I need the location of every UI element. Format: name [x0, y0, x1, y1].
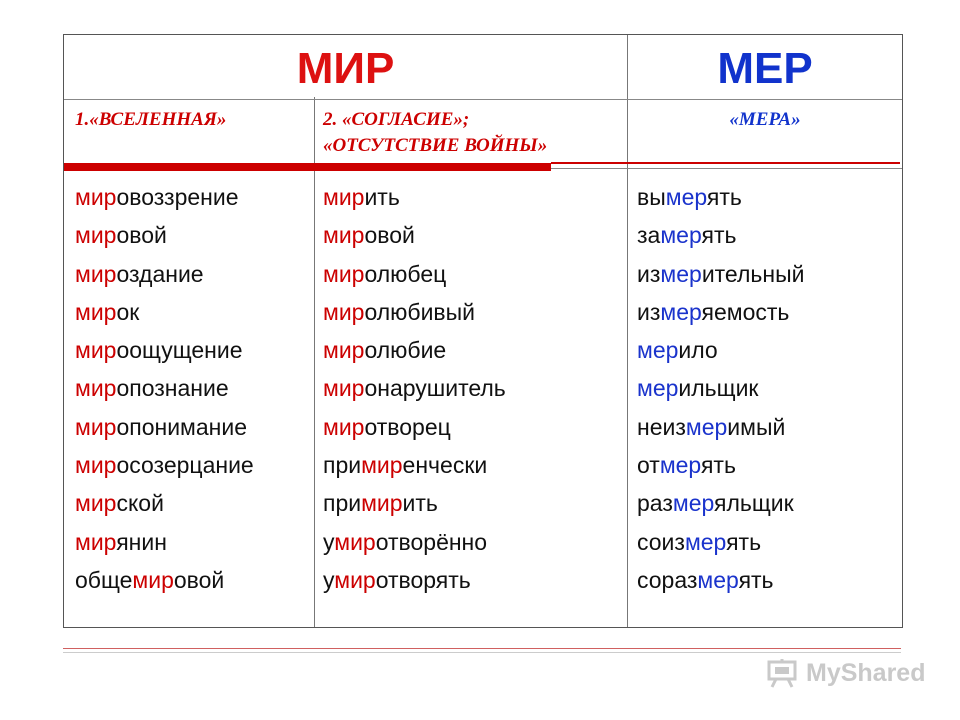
word-item	[637, 293, 804, 331]
word-suffix: имый	[727, 413, 786, 440]
word-suffix: ительный	[701, 260, 805, 287]
word-suffix: оощущение	[116, 337, 243, 364]
word-item	[637, 255, 804, 293]
word-root: мер	[637, 337, 679, 364]
word-item	[75, 216, 254, 254]
word-root: мир	[75, 413, 117, 440]
word-suffix: яемость	[701, 298, 790, 325]
word-root: мир	[75, 375, 117, 402]
word-suffix: отворённо	[375, 528, 488, 555]
word-item	[637, 523, 804, 561]
word-item	[75, 369, 254, 407]
word-list-measure	[637, 178, 804, 599]
word-root: мир	[75, 298, 117, 325]
subheader-measure: «МЕРА»	[729, 109, 801, 130]
word-root: мер	[637, 375, 679, 402]
word-suffix: ять	[738, 566, 774, 593]
word-item	[637, 178, 804, 216]
word-suffix: осозерцание	[116, 452, 254, 479]
word-prefix: при	[323, 490, 362, 517]
word-suffix: овой	[364, 222, 415, 249]
word-suffix: овой	[173, 566, 225, 593]
header-mer: МЕР	[717, 44, 813, 93]
word-prefix: за	[637, 222, 661, 249]
word-suffix: олюбец	[364, 260, 447, 287]
word-suffix: ять	[700, 452, 736, 479]
word-item	[637, 446, 804, 484]
footer-line-red	[63, 648, 901, 649]
word-root: мер	[665, 184, 707, 210]
word-prefix: обще	[75, 566, 133, 593]
word-root: мир	[75, 222, 117, 249]
word-item	[323, 561, 506, 599]
word-prefix: раз	[637, 490, 673, 517]
word-suffix: олюбивый	[364, 298, 476, 325]
word-root: мер	[660, 260, 702, 287]
word-suffix: ило	[678, 337, 718, 364]
word-prefix: из	[637, 298, 661, 325]
word-prefix: неиз	[637, 413, 686, 440]
word-root: мир	[323, 260, 365, 287]
word-root: мир	[334, 528, 376, 555]
word-suffix: оздание	[116, 260, 204, 287]
word-item	[75, 293, 254, 331]
word-prefix: соиз	[637, 528, 685, 555]
roots-table	[63, 34, 903, 628]
word-suffix: ить	[402, 490, 438, 517]
word-item	[323, 255, 506, 293]
word-suffix: ить	[364, 184, 400, 210]
word-item	[637, 216, 804, 254]
word-item	[637, 408, 804, 446]
word-prefix: сораз	[637, 566, 698, 593]
word-suffix: янин	[116, 528, 167, 555]
word-prefix: вы	[637, 184, 666, 210]
word-root: мир	[75, 452, 117, 479]
word-suffix: ять	[726, 528, 762, 555]
word-item	[323, 216, 506, 254]
word-item	[75, 178, 254, 216]
presentation-board-icon	[766, 658, 800, 688]
word-item	[75, 331, 254, 369]
word-item	[75, 484, 254, 522]
word-root: мир	[323, 375, 365, 402]
word-suffix: ской	[116, 490, 164, 517]
word-suffix: яльщик	[714, 490, 794, 517]
word-root: мир	[132, 566, 174, 593]
word-suffix: енчески	[402, 452, 488, 479]
word-root: мир	[75, 337, 117, 364]
word-suffix: овой	[116, 222, 167, 249]
word-suffix: онарушитель	[364, 375, 506, 402]
word-suffix: олюбие	[364, 337, 447, 364]
word-suffix: опознание	[116, 375, 229, 402]
word-root: мир	[334, 566, 376, 593]
word-prefix: при	[323, 452, 362, 479]
subheader-peace	[323, 107, 547, 159]
word-item	[323, 484, 506, 522]
word-prefix: из	[637, 260, 661, 287]
word-suffix: ять	[701, 222, 737, 249]
word-item	[323, 331, 506, 369]
word-prefix: у	[323, 566, 335, 593]
accent-bar-thick	[64, 163, 551, 171]
word-root: мир	[323, 222, 365, 249]
word-suffix: овоззрение	[116, 184, 239, 210]
word-root: мер	[697, 566, 739, 593]
word-root: мир	[323, 413, 365, 440]
subheader-universe: 1.«ВСЕЛЕННАЯ»	[75, 109, 227, 130]
word-item	[75, 255, 254, 293]
word-suffix: ять	[706, 184, 742, 210]
word-root: мер	[685, 413, 728, 440]
subheader-peace-line1: 2. «СОГЛАСИЕ»;	[323, 109, 470, 130]
word-root: мир	[75, 260, 117, 287]
header-mir: МИР	[296, 44, 395, 93]
word-item	[637, 369, 804, 407]
word-root: мер	[660, 298, 702, 325]
word-root: мер	[660, 222, 702, 249]
word-root: мир	[75, 184, 117, 210]
word-item	[323, 446, 506, 484]
word-root: мер	[672, 490, 715, 517]
word-item	[637, 561, 804, 599]
word-item	[323, 523, 506, 561]
word-root: мир	[361, 490, 403, 517]
footer-line-gray	[63, 652, 901, 653]
word-root: мер	[684, 528, 727, 555]
word-prefix: от	[637, 452, 660, 479]
word-item	[323, 408, 506, 446]
word-suffix: отворять	[375, 566, 471, 593]
word-root: мир	[75, 490, 117, 517]
word-root: мир	[323, 184, 365, 210]
word-item	[637, 331, 804, 369]
word-item	[75, 523, 254, 561]
word-item	[323, 293, 506, 331]
word-item	[75, 446, 254, 484]
word-root: мир	[323, 337, 365, 364]
word-suffix: ильщик	[678, 375, 759, 402]
word-item	[323, 369, 506, 407]
word-root: мер	[659, 452, 701, 479]
word-prefix: у	[323, 528, 335, 555]
divider-col1	[314, 97, 315, 627]
word-item	[323, 178, 506, 216]
subheader-peace-line2: «ОТСУТСТВИЕ ВОЙНЫ»	[323, 135, 548, 156]
word-root: мир	[323, 298, 365, 325]
word-list-peace	[323, 178, 506, 599]
word-suffix: отворец	[364, 413, 451, 440]
watermark-text: MyShared	[806, 658, 926, 687]
watermark-logo	[766, 656, 925, 690]
word-list-universe	[75, 178, 254, 599]
word-item	[637, 484, 804, 522]
word-item	[75, 408, 254, 446]
word-suffix: опонимание	[116, 413, 247, 440]
accent-bar-thin	[551, 162, 900, 164]
word-item	[75, 561, 254, 599]
word-root: мир	[75, 528, 117, 555]
divider-header	[64, 99, 902, 100]
word-root: мир	[361, 452, 403, 479]
word-suffix: ок	[116, 298, 140, 325]
